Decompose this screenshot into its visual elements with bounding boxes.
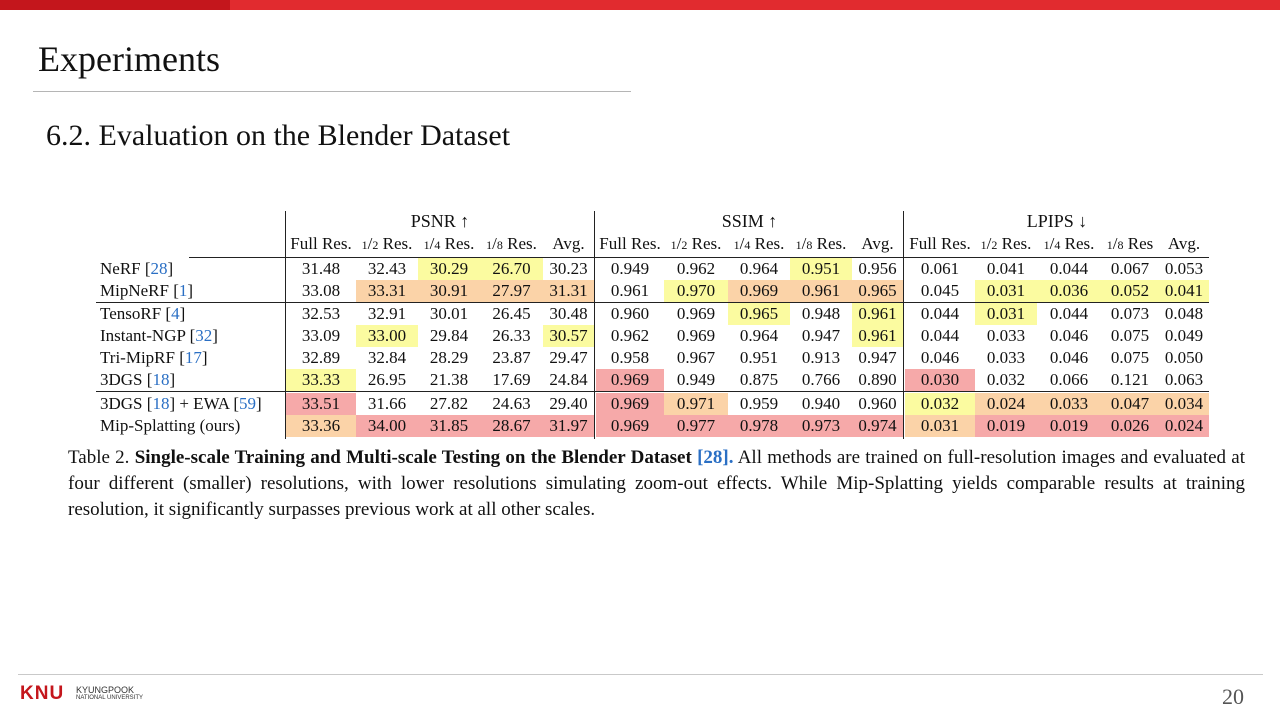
table-cell: 0.046	[920, 348, 960, 367]
citation-bracket: [	[146, 370, 153, 389]
table-cell: 0.959	[739, 394, 779, 413]
table-cell: 30.91	[418, 280, 480, 302]
table-cell: 31.48	[301, 259, 341, 278]
table-cell: 0.044	[920, 304, 960, 323]
fraction-denominator: 2	[991, 238, 998, 252]
method-label: 3DGS	[100, 370, 143, 389]
method-label: MipNeRF	[100, 281, 169, 300]
table-cell: 21.38	[429, 370, 469, 389]
table-cell: 0.024	[975, 393, 1037, 415]
table-cell: 23.87	[492, 348, 531, 367]
fraction-slash: /	[429, 234, 435, 253]
table-cell: 0.031	[975, 280, 1037, 302]
method-label: 3DGS	[100, 394, 143, 413]
header-suffix: Res.	[997, 234, 1032, 253]
table-cell: 0.044	[1049, 259, 1089, 278]
citation-link[interactable]: 17	[184, 348, 202, 367]
table-cell: 0.971	[664, 393, 728, 415]
table-cell: 26.95	[367, 370, 407, 389]
table-cell: 33.33	[286, 369, 356, 391]
header-suffix: Res.	[440, 234, 475, 253]
citation-bracket: ]	[187, 281, 194, 300]
table-cell: 0.964	[739, 326, 779, 345]
method-label: TensoRF	[100, 304, 162, 323]
table-cell: 34.00	[356, 415, 418, 437]
fraction-numerator: 1	[733, 238, 740, 252]
table-cell: 30.48	[549, 304, 588, 323]
fraction-slash: /	[1049, 234, 1055, 253]
fraction-denominator: 4	[434, 238, 441, 252]
table-cell: 31.85	[418, 415, 480, 437]
table-cell: 0.890	[858, 370, 897, 389]
method-name	[96, 347, 290, 369]
fraction-slash: /	[986, 234, 992, 253]
table-cell: 0.962	[610, 326, 650, 345]
table-cell: 0.766	[801, 370, 841, 389]
method-label: Instant-NGP	[100, 326, 186, 345]
table-cell: 0.875	[739, 370, 779, 389]
fraction-denominator: 2	[372, 238, 379, 252]
table-cell: 0.073	[1110, 304, 1150, 323]
results-table	[96, 209, 1210, 439]
table-cell: 0.045	[920, 281, 960, 300]
fraction-denominator: 4	[744, 238, 751, 252]
column-header	[975, 233, 1037, 255]
table-cell: 0.067	[1110, 259, 1150, 278]
table-cell: 0.032	[905, 393, 975, 415]
table-cell: 0.940	[801, 394, 841, 413]
fraction-numerator: 1	[980, 238, 987, 252]
table-cell: 0.031	[975, 303, 1037, 325]
table-cell: 0.965	[852, 280, 903, 302]
column-header	[664, 233, 728, 255]
method-label: NeRF	[100, 259, 141, 278]
column-header: Avg.	[861, 234, 894, 253]
table-cell: 33.36	[286, 415, 356, 437]
table-cell: 0.965	[728, 303, 790, 325]
metric-group-header: LPIPS ↓	[1026, 211, 1088, 231]
table-cell: 24.63	[492, 394, 531, 413]
table-cell: 0.969	[728, 280, 790, 302]
table-cell: 0.967	[676, 348, 716, 367]
table-cell: 0.041	[1159, 280, 1209, 302]
citation-link[interactable]: 18	[152, 370, 170, 389]
fraction-numerator: 1	[1106, 238, 1113, 252]
table-cell: 0.047	[1101, 393, 1159, 415]
metric-group-header: SSIM ↑	[721, 211, 778, 231]
table-cell: 0.030	[905, 369, 975, 391]
caption-text: All methods are trained on full-resolution images and evaluated at four different (smaller) resolutions, with lower resolutions simulating zoom-out effects. While Mip-Splatting yields comparable results at training resolution, it significantly surpasses previous work at all other scales.	[68, 447, 1245, 520]
citation-link[interactable]: 32	[195, 326, 213, 345]
table-cell: 0.053	[1164, 259, 1204, 278]
metric-group-header: PSNR ↑	[410, 211, 470, 231]
table-cell: 32.43	[367, 259, 407, 278]
column-header: Full Res.	[290, 234, 352, 253]
column-header	[356, 233, 418, 255]
fraction-slash: /	[1112, 234, 1118, 253]
table-cell: 0.949	[676, 370, 716, 389]
table-cell: 0.026	[1101, 415, 1159, 437]
footer-divider	[18, 674, 1263, 675]
method-name	[96, 280, 290, 302]
fraction-slash: /	[676, 234, 682, 253]
table-cell: 0.960	[858, 394, 897, 413]
fraction-numerator: 1	[486, 238, 493, 252]
citation-link[interactable]: 18	[152, 394, 170, 413]
table-cell: 0.033	[986, 348, 1026, 367]
logo-line1: KYUNGPOOK	[76, 685, 135, 695]
table-cell: 0.066	[1049, 370, 1089, 389]
table-cell: 0.956	[858, 259, 897, 278]
table-cell: 0.046	[1049, 326, 1089, 345]
fraction-denominator: 2	[681, 238, 688, 252]
citation-bracket: ]	[201, 348, 208, 367]
citation-bracket: ]	[169, 370, 176, 389]
table-cell: 32.91	[367, 304, 407, 323]
header-suffix: Res.	[750, 234, 785, 253]
table-cell: 26.45	[492, 304, 531, 323]
logo-mark: KNU	[20, 683, 65, 704]
table-cell: 27.82	[429, 394, 469, 413]
table-cell: 0.041	[986, 259, 1026, 278]
table-cell: 0.961	[852, 325, 903, 347]
table-cell: 24.84	[549, 370, 588, 389]
column-header	[728, 233, 790, 255]
table-cell: 33.51	[286, 393, 356, 415]
table-rule	[96, 302, 1209, 303]
table-cell: 0.061	[920, 259, 960, 278]
table-cell: 26.70	[480, 258, 543, 280]
header-suffix: Res.	[378, 234, 413, 253]
top-accent-bar	[0, 0, 1280, 10]
table-caption	[68, 445, 1245, 523]
table-rule	[96, 391, 1209, 392]
table-cell: 0.050	[1164, 348, 1204, 367]
citation-bracket: [	[146, 394, 153, 413]
table-cell: 0.036	[1037, 280, 1101, 302]
table-cell: 30.29	[418, 258, 480, 280]
table-cell: 0.033	[986, 326, 1026, 345]
table-cell: 0.961	[610, 281, 650, 300]
fraction-numerator: 1	[423, 238, 430, 252]
method-name	[96, 258, 290, 280]
citation-bracket: ]	[255, 394, 262, 413]
table-cell: 27.97	[480, 280, 543, 302]
table-cell: 0.075	[1110, 348, 1150, 367]
table-cell: 0.034	[1159, 393, 1209, 415]
slide-title: Experiments	[38, 39, 220, 79]
caption-bold-title: Single-scale Training and Multi-scale Testing on the Blender Dataset	[134, 447, 692, 468]
citation-bracket: [	[189, 326, 196, 345]
table-cell: 0.961	[852, 303, 903, 325]
top-accent-bar-dark	[0, 0, 230, 10]
table-cell: 0.962	[676, 259, 716, 278]
column-header: Avg.	[1167, 234, 1201, 253]
column-divider	[903, 211, 904, 439]
column-header	[1101, 233, 1159, 255]
page-number: 20	[1222, 684, 1244, 709]
column-divider	[594, 211, 595, 439]
citation-bracket: ]	[167, 259, 174, 278]
table-cell: 0.947	[858, 348, 897, 367]
citation-bracket: [	[179, 348, 185, 367]
fraction-numerator: 1	[795, 238, 802, 252]
table-cell: 32.53	[301, 304, 341, 323]
table-cell: 0.033	[1037, 393, 1101, 415]
logo-line2: NATIONAL UNIVERSITY	[76, 695, 144, 701]
table-cell: 30.57	[543, 325, 594, 347]
table-cell: 0.977	[664, 415, 728, 437]
caption-label: Table 2.	[68, 447, 130, 468]
fraction-slash: /	[739, 234, 745, 253]
column-header: Full Res.	[599, 234, 661, 253]
fraction-denominator: 8	[806, 238, 813, 252]
method-name	[96, 303, 290, 325]
table-cell: 30.23	[549, 259, 588, 278]
table-cell: 0.951	[790, 258, 852, 280]
table-cell: 0.969	[596, 393, 664, 415]
table-cell: 28.29	[429, 348, 469, 367]
table-cell: 0.958	[610, 348, 650, 367]
fraction-slash: /	[492, 234, 497, 253]
header-suffix: Res.	[1060, 234, 1095, 253]
table-cell: 0.019	[1037, 415, 1101, 437]
table-cell: 33.09	[301, 326, 341, 345]
caption-citation[interactable]: [28].	[697, 447, 734, 468]
table-cell: 0.960	[610, 304, 650, 323]
method-name	[96, 369, 290, 391]
table-cell: 0.969	[676, 326, 716, 345]
table-rule	[189, 257, 1209, 258]
table-cell: 0.978	[728, 415, 790, 437]
table-cell: 0.046	[1049, 348, 1089, 367]
header-suffix: Res.	[687, 234, 722, 253]
method-name	[96, 393, 290, 415]
citation-bracket: ] + EWA [	[169, 394, 239, 413]
table-cell: 0.063	[1164, 370, 1204, 389]
table-cell: 31.97	[543, 415, 594, 437]
table-cell: 29.84	[429, 326, 469, 345]
table-cell: 0.024	[1159, 415, 1209, 437]
citation-bracket: ]	[212, 326, 218, 345]
method-name	[96, 415, 290, 437]
table-cell: 26.33	[492, 326, 531, 345]
table-cell: 0.913	[801, 348, 841, 367]
table-cell: 0.052	[1101, 280, 1159, 302]
table-cell: 0.964	[739, 259, 779, 278]
table-cell: 0.075	[1110, 326, 1150, 345]
citation-bracket: [	[173, 281, 179, 300]
table-cell: 0.969	[676, 304, 716, 323]
table-cell: 17.69	[492, 370, 531, 389]
table-cell: 0.973	[790, 415, 852, 437]
table-cell: 0.974	[852, 415, 903, 437]
table-cell: 0.969	[596, 415, 664, 437]
table-cell: 30.01	[429, 304, 469, 323]
table-cell: 0.948	[801, 304, 841, 323]
method-label: Tri-MipRF	[100, 348, 175, 367]
table-cell: 0.044	[920, 326, 960, 345]
header-suffix: Res.	[502, 234, 537, 253]
header-suffix: Res	[1123, 234, 1154, 253]
table-cell: 0.032	[986, 370, 1026, 389]
column-divider	[285, 211, 286, 439]
fraction-numerator: 1	[361, 238, 368, 252]
table-cell: 33.31	[356, 280, 418, 302]
table-cell: 0.049	[1164, 326, 1204, 345]
fraction-denominator: 8	[1117, 238, 1124, 252]
header-suffix: Res.	[812, 234, 847, 253]
table-cell: 0.947	[801, 326, 841, 345]
title-divider	[33, 91, 631, 92]
table-cell: 32.89	[301, 348, 341, 367]
table-cell: 0.031	[905, 415, 975, 437]
fraction-numerator: 1	[1043, 238, 1050, 252]
table-cell: 0.121	[1110, 370, 1150, 389]
fraction-slash: /	[367, 234, 373, 253]
citation-link[interactable]: 59	[238, 394, 256, 413]
citation-link[interactable]: 1	[178, 281, 188, 300]
column-header	[790, 233, 852, 255]
table-cell: 33.00	[356, 325, 418, 347]
citation-bracket: [	[144, 259, 151, 278]
fraction-numerator: 1	[670, 238, 677, 252]
table-cell: 0.969	[596, 369, 664, 391]
column-header	[480, 233, 543, 255]
fraction-denominator: 4	[1054, 238, 1061, 252]
table-cell: 0.949	[610, 259, 650, 278]
table-cell: 33.08	[301, 281, 341, 300]
table-cell: 28.67	[480, 415, 543, 437]
column-header	[1037, 233, 1101, 255]
fraction-slash: /	[801, 234, 807, 253]
table-cell: 0.019	[975, 415, 1037, 437]
method-label: Mip-Splatting (ours)	[100, 416, 241, 435]
table-cell: 0.961	[790, 280, 852, 302]
table-cell: 31.66	[367, 394, 407, 413]
table-cell: 29.40	[549, 394, 588, 413]
citation-link[interactable]: 4	[171, 304, 180, 323]
column-header	[418, 233, 480, 255]
method-name	[96, 325, 290, 347]
table-cell: 29.47	[549, 348, 588, 367]
table-cell: 0.951	[739, 348, 779, 367]
column-header: Avg.	[552, 234, 585, 253]
table-cell: 32.84	[367, 348, 407, 367]
table-cell: 0.970	[664, 280, 728, 302]
citation-bracket: ]	[179, 304, 186, 323]
citation-bracket: [	[165, 304, 172, 323]
fraction-denominator: 8	[496, 238, 503, 252]
table-cell: 0.044	[1049, 304, 1089, 323]
table-cell: 0.048	[1164, 304, 1204, 323]
table-cell: 31.31	[543, 280, 594, 302]
section-subtitle: 6.2. Evaluation on the Blender Dataset	[46, 119, 511, 152]
column-header: Full Res.	[909, 234, 971, 253]
citation-link[interactable]: 28	[150, 259, 168, 278]
